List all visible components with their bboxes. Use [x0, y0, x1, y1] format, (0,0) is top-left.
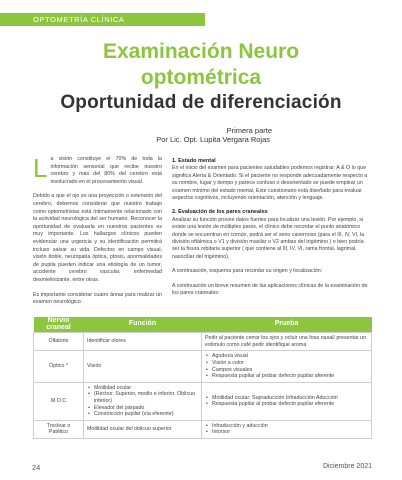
list-item: • Respuesta pupilar al probar defecto pupilar eferente — [205, 401, 368, 408]
list-item: • Elevador del párpado — [87, 405, 198, 412]
left-paragraph-1 — [33, 153, 162, 186]
table-header-row — [34, 317, 372, 333]
list-item: • Respuesta pupilar al probar defecto pupilar aferente — [205, 373, 368, 380]
left-paragraph-3: Es importante considerar cuatro áreas para realizar un examen neurológico: — [33, 291, 162, 306]
table-row — [34, 351, 372, 382]
cranial-nerve-table — [33, 317, 372, 439]
header-nerve: Nervio craneal — [34, 317, 84, 333]
right-paragraph-3: A continuación, esquema para recordar su origen y localización: — [172, 268, 323, 275]
right-column — [172, 158, 372, 305]
title-line-1: Examinación Neuro — [102, 40, 300, 63]
subtitle: Oportunidad de diferenciación — [60, 92, 342, 113]
section-label: OPTOMETRÍA CLÍNICA — [33, 15, 125, 24]
cell-test — [202, 420, 372, 438]
drop-cap: L — [33, 153, 48, 183]
part-label: Primera parte — [226, 126, 272, 135]
cell-nerve: Óptico * — [34, 351, 84, 382]
table-row — [34, 420, 372, 438]
cell-function: Visión — [84, 351, 202, 382]
header-function: Función — [84, 317, 202, 333]
table-row — [34, 382, 372, 420]
cell-function: Motilidad ocular del oblicuo superior — [84, 420, 202, 438]
cell-test — [202, 351, 372, 382]
left-paragraph-2: Debido a que el ojo es una proyección o extensión del cerebro, debemos considerar que nuestro trabajo como optometristas está íntimamente relacionado con la actividad neurológica del ser humano. Reconocer la oportunidad de evaluarla en nuestros pacientes es muy importante. Los hallazgos clínicos pueden evidenciar una urgencia y su identificación permitirá incluso salvar su vida. Defectos en campo visual, visión doble, neuropatía óptica, ptosis, anormalidades de pupila pueden indicar una etiología de un tumor, accidente cerebro vascular, enfermedad desmielinizante, entre otras. — [33, 193, 162, 283]
header-test: Prueba — [202, 317, 372, 333]
cell-function: Identificar olores — [84, 333, 202, 351]
issue-date: Diciembre 2021 — [322, 463, 372, 470]
heading-cranial-nerves: 2. Evaluación de los pares craneales — [172, 209, 268, 216]
author-byline: Por Lic. Opt. Lupita Vergara Rojas — [156, 135, 270, 144]
list-item: • Agudeza visual — [205, 353, 368, 360]
list-item: • Motilidad ocular — [87, 385, 198, 392]
left-paragraph-1-text: a visión constituye el 70% de toda la información sensorial que recibe nuestro cerebro y más del 80% del cerebro está involucrado en el procesamiento visual. — [50, 156, 162, 185]
cell-nerve: Troclear o Patético — [34, 420, 84, 438]
heading-mental-state: 1. Estado mental — [172, 158, 216, 164]
cell-nerve: Olfatorio — [34, 333, 84, 351]
list-item: • Campos visuales — [205, 367, 368, 374]
list-item: • (Rectos: Superior, medio e inferior, Oblicuo inferior) — [87, 391, 198, 404]
title-line-2: optométrica — [140, 66, 262, 89]
cell-nerve: M.O.C — [34, 382, 84, 420]
left-column — [33, 153, 162, 314]
right-paragraph-1: En el inicio del examen para pacientes saludables podemos registrar: A & O lo que significa Alerta & Orientado. Si el paciente no responde adecuadamente respecto a su nombre, lugar y tiempo y parece confuso o desorientado se puede emplear un examen mínimo del estado mental. Este cuestionario está diseñado para evaluar aspectos cognitivos, incluyendo orientación, atención y lenguaje. — [172, 165, 368, 202]
cell-function — [84, 382, 202, 420]
list-item: • Intorsor — [205, 429, 368, 436]
list-item: • Infraducción y aducción — [205, 423, 368, 430]
list-item: • Constricción pupilar (vía eferente) — [87, 411, 198, 418]
list-item: • Visión a color — [205, 360, 368, 367]
cell-test: Pedir al paciente cerrar los ojos y ocluir una fosa nasal/ presentar un estímulo como café pedir identifique aroma — [202, 333, 372, 351]
right-paragraph-2: Analizar su función provee datos fuertes para localizar una lesión. Por ejemplo, si existe una lesión de múltiples pares, el clínico debe recordar el punto anatómico donde se encuentran en común, podrá ser el seno cavernoso (para el III, IV, VI, la división oftálmica o V1 y división maxilar o V2 ambas del trigémino ) o bien podría ser la fisura orbitaria superior ( que contiene al III, IV, VI, rama frontal, lagrimal, nasociliar del trigémino). — [172, 216, 365, 260]
cell-test — [202, 382, 372, 420]
right-paragraph-4: A continuación un breve resumen de las aplicaciones clínicas de la examinación de los pares craneales: — [172, 282, 368, 297]
list-item: • Motilidad ocular: Supraducción Infraducción Aducción — [205, 395, 368, 402]
page-number: 24 — [32, 463, 41, 472]
table-row — [34, 333, 372, 351]
